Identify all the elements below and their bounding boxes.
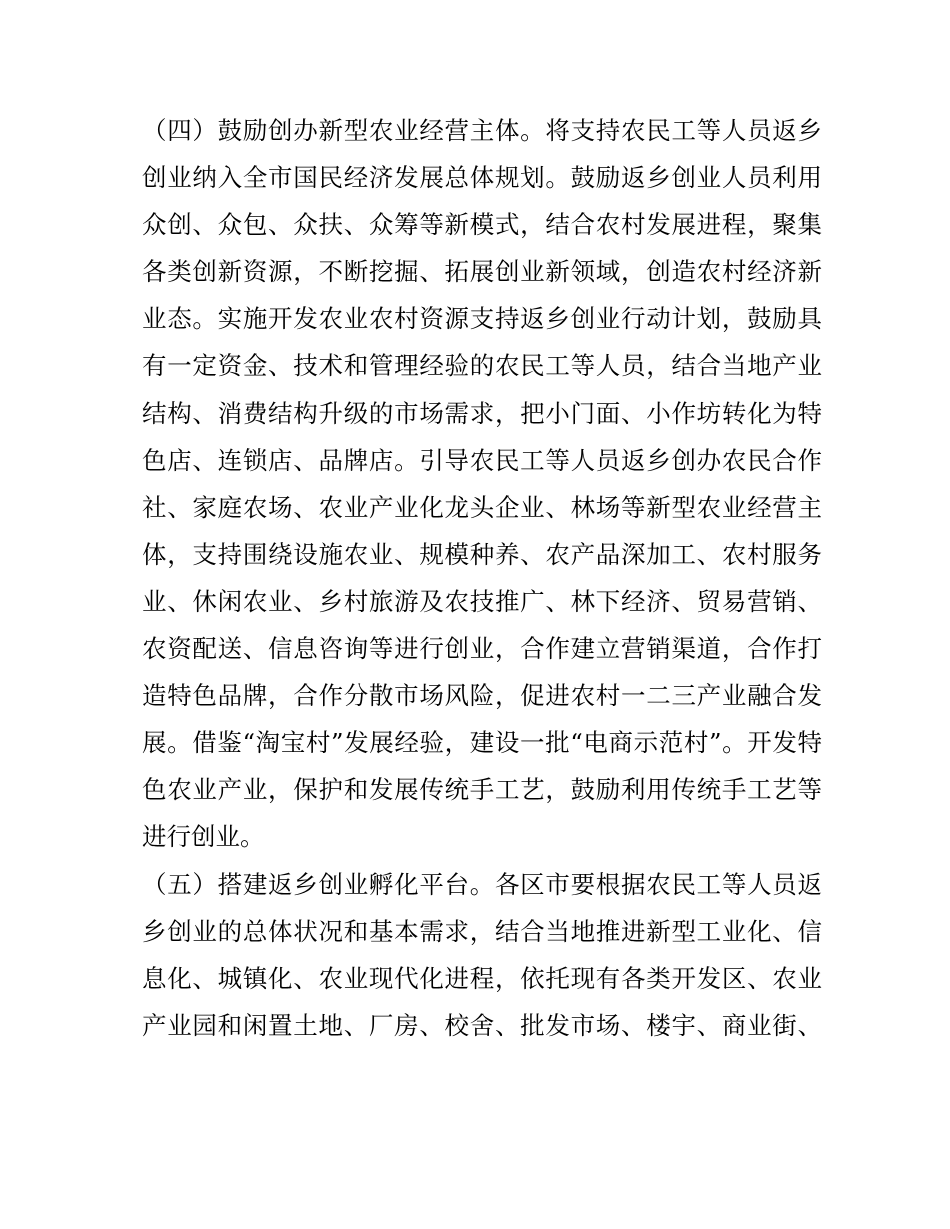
text-line: 体，支持围绕设施农业、规模种养、农产品深加工、农村服务 [142, 539, 822, 569]
text-line: 农资配送、信息咨询等进行创业，合作建立营销渠道，合作打 [142, 634, 822, 664]
text-line: （五）搭建返乡创业孵化平台。各区市要根据农民工等人员返 [142, 869, 822, 899]
text-line: 产业园和闲置土地、厂房、校舍、批发市场、楼宇、商业街、 [142, 1010, 822, 1040]
text-line: 色农业产业，保护和发展传统手工艺，鼓励利用传统手工艺等 [142, 775, 822, 805]
text-line: 造特色品牌，合作分散市场风险，促进农村一二三产业融合发 [142, 681, 822, 711]
text-line: 色店、连锁店、品牌店。引导农民工等人员返乡创办农民合作 [142, 445, 822, 475]
text-line: （四）鼓励创办新型农业经营主体。将支持农民工等人员返乡 [142, 116, 822, 145]
text-line: 息化、城镇化、农业现代化进程，依托现有各类开发区、农业 [142, 963, 822, 993]
body-text [142, 107, 822, 1049]
text-line: 结构、消费结构升级的市场需求，把小门面、小作坊转化为特 [142, 398, 822, 428]
text-line: 社、家庭农场、农业产业化龙头企业、林场等新型农业经营主 [142, 492, 822, 522]
text-line: 展。借鉴“淘宝村”发展经验，建设一批“电商示范村”。开发特 [142, 728, 822, 758]
text-line: 业态。实施开发农业农村资源支持返乡创业行动计划，鼓励具 [142, 304, 822, 334]
text-line: 众创、众包、众扶、众筹等新模式，结合农村发展进程，聚集 [142, 210, 822, 240]
text-line: 各类创新资源，不断挖掘、拓展创业新领域，创造农村经济新 [142, 257, 822, 287]
text-line: 乡创业的总体状况和基本需求，结合当地推进新型工业化、信 [142, 916, 822, 946]
text-line: 创业纳入全市国民经济发展总体规划。鼓励返乡创业人员利用 [142, 163, 822, 193]
text-line: 有一定资金、技术和管理经验的农民工等人员，结合当地产业 [142, 351, 822, 381]
text-line: 进行创业。 [142, 822, 265, 852]
text-line: 业、休闲农业、乡村旅游及农技推广、林下经济、贸易营销、 [142, 586, 822, 616]
